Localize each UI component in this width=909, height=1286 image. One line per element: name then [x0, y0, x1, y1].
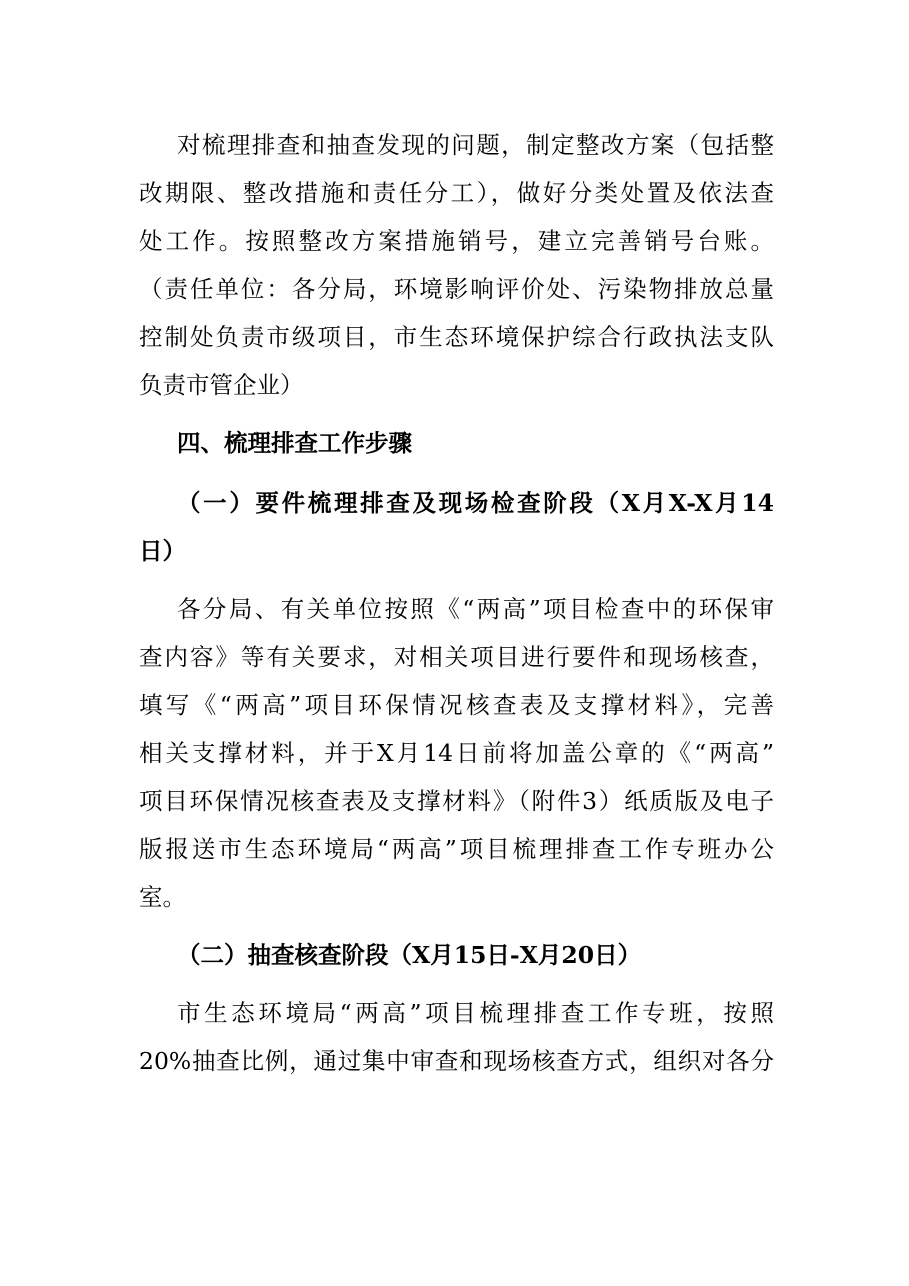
- paragraph-2-line-3: 填写《“两高”项目环保情况核查表及支撑材料》，完善: [139, 691, 774, 719]
- paragraph-2-line-6: 版报送市生态环境局“两高”项目梳理排查工作专班办公: [139, 835, 774, 863]
- paragraph-3-line-2: 20%抽查比例，通过集中审查和现场核查方式，组织对各分: [139, 1047, 774, 1075]
- paragraph-3-line-1: 市生态环境局“两高”项目梳理排查工作专班，按照: [177, 999, 774, 1027]
- paragraph-1-line-1: 对梳理排查和抽查发现的问题，制定整改方案（包括整: [177, 131, 774, 159]
- subheading-1-line-2: 日）: [139, 537, 186, 565]
- subheading-1-line-1: （一）要件梳理排查及现场检查阶段（X月X-X月14: [177, 489, 774, 517]
- subheading-2: （二）抽查核查阶段（X月15日-X月20日）: [177, 941, 642, 969]
- paragraph-2-line-5: 项目环保情况核查表及支撑材料》（附件3）纸质版及电子: [139, 787, 774, 815]
- paragraph-1-line-5: 控制处负责市级项目，市生态环境保护综合行政执法支队: [139, 323, 774, 351]
- section-heading: 四、梳理排查工作步骤: [177, 429, 412, 457]
- paragraph-2-line-2: 查内容》等有关要求，对相关项目进行要件和现场核查，: [139, 643, 774, 671]
- paragraph-2-line-4: 相关支撑材料，并于X月14日前将加盖公章的《“两高”: [139, 739, 774, 767]
- paragraph-1-line-2: 改期限、整改措施和责任分工），做好分类处置及依法查: [139, 179, 774, 207]
- paragraph-2-line-7: 室。: [139, 883, 186, 911]
- paragraph-1-line-4: （责任单位：各分局，环境影响评价处、污染物排放总量: [139, 275, 774, 303]
- paragraph-1-line-6: 负责市管企业）: [139, 371, 304, 399]
- paragraph-2-line-1: 各分局、有关单位按照《“两高”项目检查中的环保审: [177, 595, 774, 623]
- paragraph-1-line-3: 处工作。按照整改方案措施销号，建立完善销号台账。: [139, 227, 774, 255]
